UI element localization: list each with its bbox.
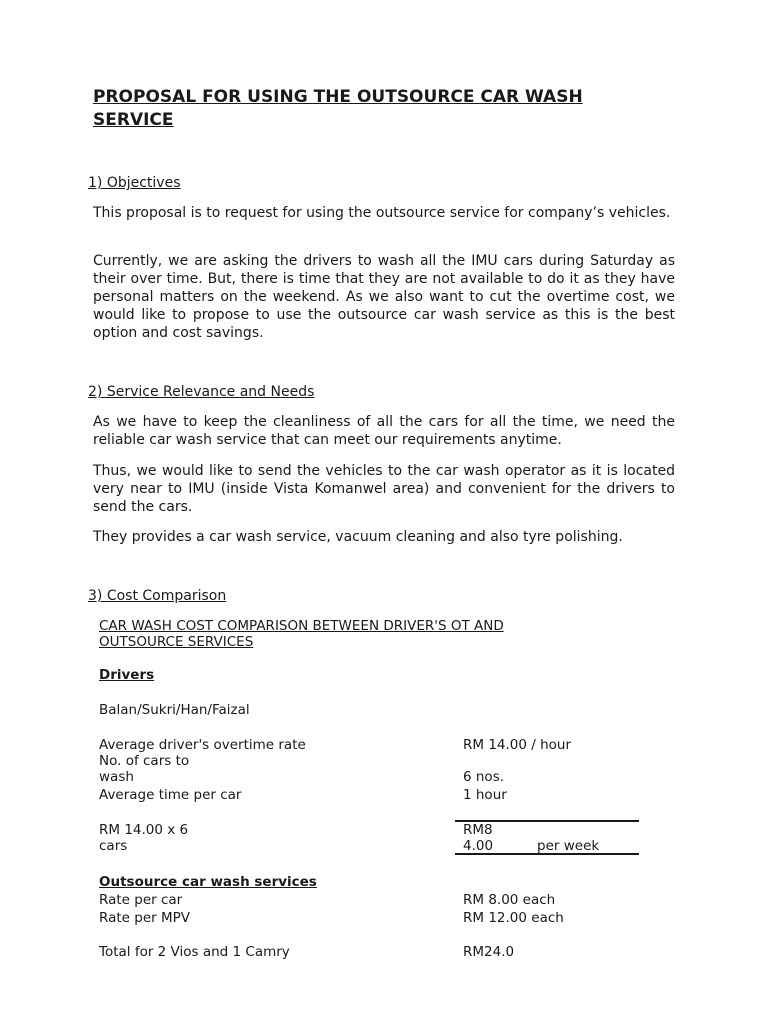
driver-total-value: RM84.00 <box>463 822 494 854</box>
drivers-heading: Drivers <box>99 667 155 683</box>
section-heading-cost: 3) Cost Comparison <box>88 588 227 604</box>
drivers-names: Balan/Sukri/Han/Faizal <box>99 702 250 718</box>
driver-row-label: Average driver's overtime rate <box>99 737 306 753</box>
driver-row-value: 6 nos. <box>463 769 505 785</box>
driver-row-label: Average time per car <box>99 787 242 803</box>
section-heading-objectives: 1) Objectives <box>88 175 181 191</box>
driver-row-value: 1 hour <box>463 787 507 803</box>
outsource-total-label: Total for 2 Vios and 1 Camry <box>99 944 290 960</box>
total-bottom-rule <box>455 853 639 855</box>
outsource-heading: Outsource car wash services <box>99 874 317 890</box>
document-title: PROPOSAL FOR USING THE OUTSOURCE CAR WASH SERVICE <box>93 87 583 130</box>
outsource-row-label: Rate per car <box>99 892 183 908</box>
objectives-paragraph-2: Currently, we are asking the drivers to wash all the IMU cars during Saturday as their over time. But, there is time that they are not available to do it as they have personal matters on the weekend. As we also want to cut the overtime cost, we would like to propose to use the outsource car wash service as this is the best option and cost savings. <box>93 253 675 341</box>
relevance-paragraph-1: As we have to keep the cleanliness of all the cars for all the time, we need the reliable car wash service that can meet our requirements anytime. <box>93 414 675 448</box>
section-heading-relevance: 2) Service Relevance and Needs <box>88 384 315 400</box>
driver-total-label: RM 14.00 x 6 cars <box>99 822 189 854</box>
outsource-row-value: RM 12.00 each <box>463 910 564 926</box>
relevance-paragraph-2: Thus, we would like to send the vehicles to the car wash operator as it is located very near to IMU (inside Vista Komanwel area) and convenient for the drivers to send the cars. <box>93 463 675 515</box>
driver-row-label: No. of cars to wash <box>99 753 190 785</box>
cost-table-title: CAR WASH COST COMPARISON BETWEEN DRIVER'S OT AND OUTSOURCE SERVICES <box>99 618 504 650</box>
relevance-paragraph-3: They provides a car wash service, vacuum cleaning and also tyre polishing. <box>93 529 623 545</box>
outsource-row-label: Rate per MPV <box>99 910 190 926</box>
objectives-paragraph-1: This proposal is to request for using the outsource service for company’s vehicles. <box>93 205 671 221</box>
driver-row-value: RM 14.00 / hour <box>463 737 572 753</box>
outsource-total-value: RM24.0 <box>463 944 515 960</box>
driver-total-suffix: per week <box>537 838 600 854</box>
outsource-row-value: RM 8.00 each <box>463 892 556 908</box>
